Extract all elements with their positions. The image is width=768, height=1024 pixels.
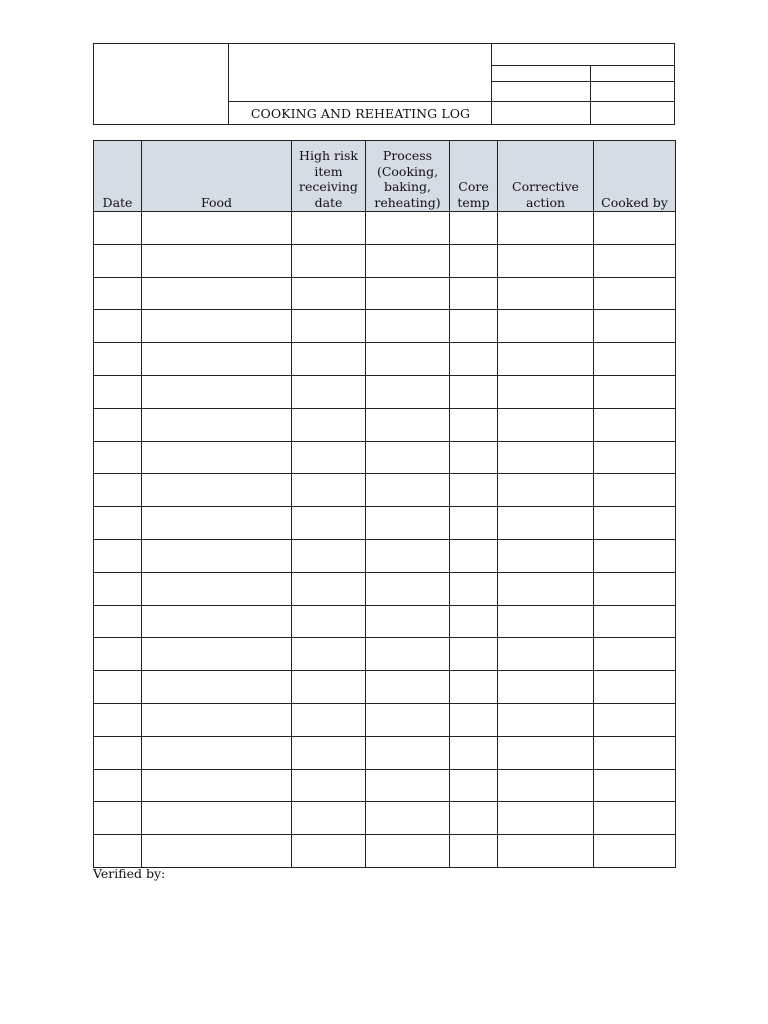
log-cell-corrective-action: [498, 703, 594, 736]
log-table-body: [94, 212, 676, 868]
table-row: [94, 277, 676, 310]
log-cell-core-temp: [450, 375, 498, 408]
header-divider: [491, 101, 674, 102]
log-cell-corrective-action: [498, 277, 594, 310]
log-cell-date: [94, 769, 142, 802]
log-cell-food: [142, 507, 292, 540]
log-cell-food: [142, 572, 292, 605]
header-divider: [491, 65, 674, 66]
log-cell-corrective-action: [498, 539, 594, 572]
column-header-corrective-action: Corrective action: [498, 141, 594, 212]
log-cell-cooked-by: [594, 441, 676, 474]
log-cell-process: [366, 638, 450, 671]
log-cell-corrective-action: [498, 212, 594, 245]
log-cell-date: [94, 277, 142, 310]
table-row: [94, 441, 676, 474]
table-row: [94, 769, 676, 802]
log-cell-food: [142, 638, 292, 671]
log-cell-process: [366, 736, 450, 769]
log-cell-process: [366, 802, 450, 835]
log-cell-high-risk-date: [292, 408, 366, 441]
log-cell-corrective-action: [498, 474, 594, 507]
log-cell-process: [366, 277, 450, 310]
log-cell-high-risk-date: [292, 507, 366, 540]
log-cell-date: [94, 539, 142, 572]
table-header-row: [94, 141, 676, 212]
log-cell-process: [366, 605, 450, 638]
column-header-date: Date: [94, 141, 142, 212]
log-cell-date: [94, 638, 142, 671]
log-cell-core-temp: [450, 343, 498, 376]
log-cell-high-risk-date: [292, 605, 366, 638]
log-cell-high-risk-date: [292, 572, 366, 605]
log-cell-process: [366, 703, 450, 736]
log-cell-cooked-by: [594, 343, 676, 376]
log-cell-corrective-action: [498, 408, 594, 441]
table-row: [94, 802, 676, 835]
table-row: [94, 310, 676, 343]
log-cell-date: [94, 507, 142, 540]
log-cell-corrective-action: [498, 375, 594, 408]
log-cell-process: [366, 244, 450, 277]
log-cell-cooked-by: [594, 703, 676, 736]
table-row: [94, 572, 676, 605]
log-cell-high-risk-date: [292, 671, 366, 704]
log-cell-core-temp: [450, 736, 498, 769]
log-cell-corrective-action: [498, 343, 594, 376]
log-cell-high-risk-date: [292, 539, 366, 572]
column-header-cooked-by: Cooked by: [594, 141, 676, 212]
log-cell-cooked-by: [594, 835, 676, 868]
cooking-reheating-log-table: [93, 140, 676, 868]
table-row: [94, 244, 676, 277]
log-cell-corrective-action: [498, 835, 594, 868]
log-cell-core-temp: [450, 638, 498, 671]
log-cell-process: [366, 507, 450, 540]
table-row: [94, 539, 676, 572]
log-cell-high-risk-date: [292, 343, 366, 376]
log-cell-food: [142, 277, 292, 310]
log-cell-high-risk-date: [292, 736, 366, 769]
log-cell-cooked-by: [594, 375, 676, 408]
log-cell-core-temp: [450, 671, 498, 704]
log-cell-corrective-action: [498, 605, 594, 638]
log-cell-corrective-action: [498, 638, 594, 671]
log-cell-core-temp: [450, 802, 498, 835]
log-cell-core-temp: [450, 835, 498, 868]
log-cell-cooked-by: [594, 244, 676, 277]
log-cell-cooked-by: [594, 769, 676, 802]
log-cell-process: [366, 835, 450, 868]
log-cell-cooked-by: [594, 638, 676, 671]
document-header-block: [93, 43, 675, 125]
log-cell-high-risk-date: [292, 474, 366, 507]
log-cell-cooked-by: [594, 736, 676, 769]
log-cell-date: [94, 212, 142, 245]
log-cell-food: [142, 802, 292, 835]
log-cell-process: [366, 671, 450, 704]
log-cell-process: [366, 441, 450, 474]
log-cell-high-risk-date: [292, 244, 366, 277]
log-cell-process: [366, 343, 450, 376]
column-header-process: Process (Cooking, baking, reheating): [366, 141, 450, 212]
log-cell-high-risk-date: [292, 802, 366, 835]
log-cell-date: [94, 441, 142, 474]
log-cell-process: [366, 375, 450, 408]
log-cell-corrective-action: [498, 671, 594, 704]
log-cell-corrective-action: [498, 802, 594, 835]
log-cell-food: [142, 474, 292, 507]
table-row: [94, 736, 676, 769]
log-cell-cooked-by: [594, 671, 676, 704]
log-cell-high-risk-date: [292, 638, 366, 671]
log-cell-date: [94, 736, 142, 769]
log-cell-process: [366, 310, 450, 343]
table-row: [94, 212, 676, 245]
table-row: [94, 474, 676, 507]
log-cell-corrective-action: [498, 441, 594, 474]
log-cell-cooked-by: [594, 212, 676, 245]
log-cell-cooked-by: [594, 539, 676, 572]
log-cell-core-temp: [450, 408, 498, 441]
log-cell-food: [142, 375, 292, 408]
log-cell-core-temp: [450, 277, 498, 310]
table-row: [94, 375, 676, 408]
log-cell-date: [94, 375, 142, 408]
log-cell-corrective-action: [498, 310, 594, 343]
log-cell-high-risk-date: [292, 212, 366, 245]
table-row: [94, 605, 676, 638]
log-cell-date: [94, 244, 142, 277]
header-divider: [491, 81, 674, 82]
log-cell-high-risk-date: [292, 277, 366, 310]
log-cell-core-temp: [450, 244, 498, 277]
table-row: [94, 408, 676, 441]
log-cell-cooked-by: [594, 474, 676, 507]
log-cell-high-risk-date: [292, 703, 366, 736]
log-cell-corrective-action: [498, 736, 594, 769]
log-cell-date: [94, 671, 142, 704]
log-cell-cooked-by: [594, 802, 676, 835]
log-cell-core-temp: [450, 507, 498, 540]
log-cell-date: [94, 605, 142, 638]
log-cell-food: [142, 310, 292, 343]
log-cell-food: [142, 539, 292, 572]
log-cell-cooked-by: [594, 310, 676, 343]
table-row: [94, 638, 676, 671]
log-cell-date: [94, 408, 142, 441]
table-row: [94, 671, 676, 704]
log-cell-food: [142, 212, 292, 245]
log-cell-date: [94, 703, 142, 736]
log-cell-corrective-action: [498, 244, 594, 277]
table-row: [94, 343, 676, 376]
log-cell-cooked-by: [594, 277, 676, 310]
log-cell-core-temp: [450, 572, 498, 605]
log-cell-core-temp: [450, 474, 498, 507]
log-cell-core-temp: [450, 212, 498, 245]
log-cell-core-temp: [450, 441, 498, 474]
log-cell-food: [142, 671, 292, 704]
column-header-high-risk-receiving-date: High risk item receiving date: [292, 141, 366, 212]
log-cell-date: [94, 802, 142, 835]
log-cell-food: [142, 703, 292, 736]
log-cell-high-risk-date: [292, 375, 366, 408]
log-cell-process: [366, 474, 450, 507]
log-cell-date: [94, 474, 142, 507]
document-title: COOKING AND REHEATING LOG: [250, 106, 471, 121]
log-cell-food: [142, 835, 292, 868]
log-cell-high-risk-date: [292, 769, 366, 802]
log-cell-corrective-action: [498, 572, 594, 605]
log-cell-food: [142, 736, 292, 769]
log-cell-date: [94, 572, 142, 605]
log-cell-process: [366, 408, 450, 441]
log-cell-process: [366, 212, 450, 245]
log-cell-food: [142, 244, 292, 277]
log-cell-core-temp: [450, 310, 498, 343]
log-cell-cooked-by: [594, 507, 676, 540]
table-row: [94, 703, 676, 736]
log-cell-food: [142, 441, 292, 474]
log-cell-core-temp: [450, 539, 498, 572]
log-cell-high-risk-date: [292, 441, 366, 474]
log-cell-food: [142, 769, 292, 802]
table-row: [94, 835, 676, 868]
log-cell-high-risk-date: [292, 835, 366, 868]
column-header-core-temp: Core temp: [450, 141, 498, 212]
header-divider: [590, 65, 591, 124]
log-cell-corrective-action: [498, 769, 594, 802]
log-cell-process: [366, 572, 450, 605]
log-cell-core-temp: [450, 769, 498, 802]
log-cell-date: [94, 835, 142, 868]
log-cell-cooked-by: [594, 572, 676, 605]
verified-by-label: Verified by:: [93, 866, 166, 881]
log-cell-food: [142, 408, 292, 441]
log-cell-corrective-action: [498, 507, 594, 540]
log-cell-cooked-by: [594, 408, 676, 441]
log-cell-core-temp: [450, 605, 498, 638]
log-cell-high-risk-date: [292, 310, 366, 343]
log-cell-date: [94, 343, 142, 376]
log-cell-food: [142, 343, 292, 376]
log-cell-cooked-by: [594, 605, 676, 638]
column-header-food: Food: [142, 141, 292, 212]
log-cell-food: [142, 605, 292, 638]
table-row: [94, 507, 676, 540]
log-cell-process: [366, 769, 450, 802]
log-cell-process: [366, 539, 450, 572]
log-cell-date: [94, 310, 142, 343]
log-cell-core-temp: [450, 703, 498, 736]
